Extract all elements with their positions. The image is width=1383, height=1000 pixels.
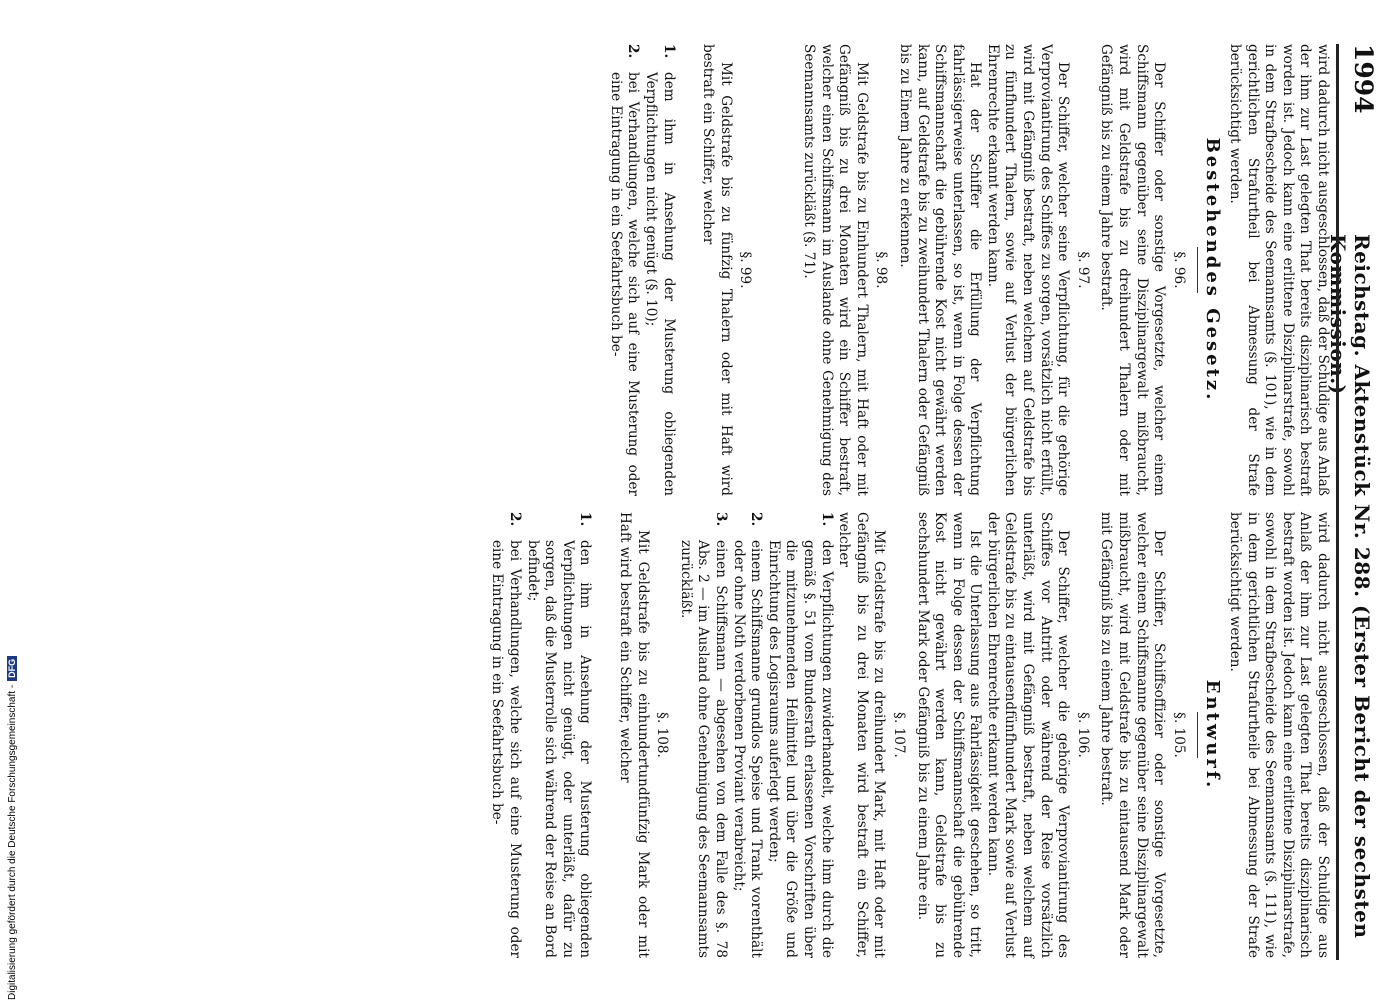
list-item: 1. dem ihm in Ansehung der Musterung obliegenden Verpflichtungen nicht genügt (§. 10); [643,44,677,496]
list-item: 1. den Verpflichtungen zuwiderhandelt, welche ihm durch die gemäß §. 51 vom Bundesrath erlassenen Vorschriften über die mitzunehmenden Heilmittel und über die Größe und Einrichtung des Logisraums auferlegt werden; [765,512,835,958]
section-text: Der Schiffer, welcher seine Verpflichtung, für die gehörige Verproviantirung des Schiffes zu sorgen, vorsätzlich nicht erfüllt, wird mit Gefängniß bestraft, neben welchem auf Geldstrafe bis zu fünfhundert Thalern, sowie auf Verlust der bürgerlichen Ehrenrechte erkannt werden kann. [984,44,1072,496]
section-text: Der Schiffer oder sonstige Vorgesetzte, welcher einem Schiffsmann gegenüber seine Disziplinargewalt mißbraucht, wird mit Geldstrafe bis zu dreihundert Thalern oder mit Gefängniß bis zu einem Jahre bestraft. [1098,44,1168,496]
section-text: Mit Geldstrafe bis zu einhundertundfünfzig Mark oder mit Haft wird bestraft ein Schiffer, welcher [617,512,651,958]
page-title: Reichstag. Aktenstück Nr. 288. (Erster Bericht der sechsten Kommission.) [1326,234,1374,939]
section-heading: §. 106. [1074,712,1091,758]
section-text: Mit Geldstrafe bis zu fünfzig Thalern oder mit Haft wird bestraft ein Schiffer, welcher [700,44,734,496]
page-number: 1994 [1349,44,1378,114]
section-text: Mit Geldstrafe bis zu Einhundert Thalern, mit Haft oder mit Gefängniß bis zu drei Monaten wird ein Schiffer bestraft, welcher einen Schiffsmann im Auslande ohne Genehmigung des Seemannsamts zurückläßt (§. 71). [800,44,870,496]
page-header [1326,44,1382,960]
section-heading: §. 96. [1170,251,1187,289]
section-text: Der Schiffer, welcher die gehörige Verproviantirung des Schiffes vor Antritt oder während der Reise vorsätzlich unterläßt, wird mit Gefängniß bestraft, neben welchem auf Geldstrafe bis zu eintausendfünfhundert Mark sowie auf Verlust der bürgerlichen Ehrenrechte erkannt werden kann. [984,512,1072,958]
section-heading: §. 105. [1170,712,1187,758]
dfg-logo: DFG [7,656,17,681]
title-rule [1197,712,1198,758]
section-heading: §. 107. [890,712,907,758]
left-column-title: Bestehendes Gesetz. [1202,137,1224,403]
section-heading: §. 108. [654,712,671,758]
credit-text: Digitalisierung gefördert durch die Deutsche Forschungsgemeinschaft - [7,684,18,1000]
right-intro: wird dadurch nicht ausgeschlossen, daß der Schuldige aus Anlaß der ihm zur Last gelegten That bereits disziplinarisch bestraft worden ist. Jedoch kann eine erlittene Disziplinarstrafe, sowohl in dem Strafbescheide des Seemannsamts (§. 111), wie in dem gerichtlichen Strafurtheile bei Abmessung der Strafe berücksichtigt werden. [1227,512,1331,958]
list-item: 2. bei Verhandlungen, welche sich auf eine Musterung oder eine Eintragung in ein Seefahrtsbuch be- [489,512,524,958]
section-heading: §. 97. [1074,251,1091,289]
left-intro: wird dadurch nicht ausgeschlossen, daß der Schuldige aus Anlaß der ihm zur Last gelegten That bereits disziplinarisch bestraft worden ist. Jedoch kann eine erlittene Disziplinarstrafe, sowohl in dem Strafbescheide des Seemannsamts (§. 101), wie in dem gerichtlichen Strafurtheil bei Abmessung der Strafe berücksichtigt werden. [1227,44,1331,496]
list-item: 2. einem Schiffsmanne grundlos Speise und Trank vorenthält oder ohne Noth verdorbenen Proviant verabreicht; [730,512,765,958]
list-item: 2. bei Verhandlungen, welche sich auf eine Musterung oder eine Eintragung in ein Seefahrtsbuch be- [607,44,642,496]
section-text: Mit Geldstrafe bis zu dreihundert Mark, mit Haft oder mit Gefängniß bis zu drei Monaten wird bestraft ein Schiffer, welcher [836,512,888,958]
right-column [488,512,1331,958]
title-rule [1197,247,1198,293]
section-heading: §. 98. [873,251,890,289]
header-rule [1336,44,1339,960]
right-column-title: Entwurf. [1202,679,1224,791]
section-text: Der Schiffer, Schiffsoffizier oder sonstige Vorgesetzte, welcher einem Schiffsmanne gegenüber seine Disziplinargewalt mißbraucht, wird mit Geldstrafe bis zu eintausend Mark oder mit Gefängniß bis zu einem Jahre bestraft. [1098,512,1168,958]
section-text: Ist die Unterlassung aus Fahrlässigkeit geschehen, so tritt, wenn in Folge dessen der Schiffsmannschaft die gebührende Kost nicht gewährt werden kann, Geldstrafe bis zu sechshundert Mark oder Gefängniß bis zu einem Jahre ein. [914,512,984,958]
list-item: 3. einen Schiffsmann — abgesehen von dem Falle des §. 78 Abs. 2 — im Ausland ohne Genehmigung des Seemannsamts zurückläßt. [677,512,729,958]
left-column [606,44,1331,496]
list-item: 1. den ihm in Ansehung der Musterung obliegenden Verpflichtungen nicht genügt, oder unterläßt, dafür zu sorgen, daß die Musterrolle sich während der Reise an Bord befindet; [524,512,594,958]
section-text: Hat der Schiffer die Erfüllung der Verpflichtung fahrlässigerweise unterlassen, so ist, wenn in Folge dessen der Schiffsmannschaft die gebührende Kost nicht gewährt werden kann, auf Geldstrafe bis zu zweihundert Thalern oder Gefängniß bis zu Einem Jahre zu erkennen. [896,44,984,496]
section-heading: §. 99. [737,251,754,289]
digitization-credit [7,656,18,1000]
